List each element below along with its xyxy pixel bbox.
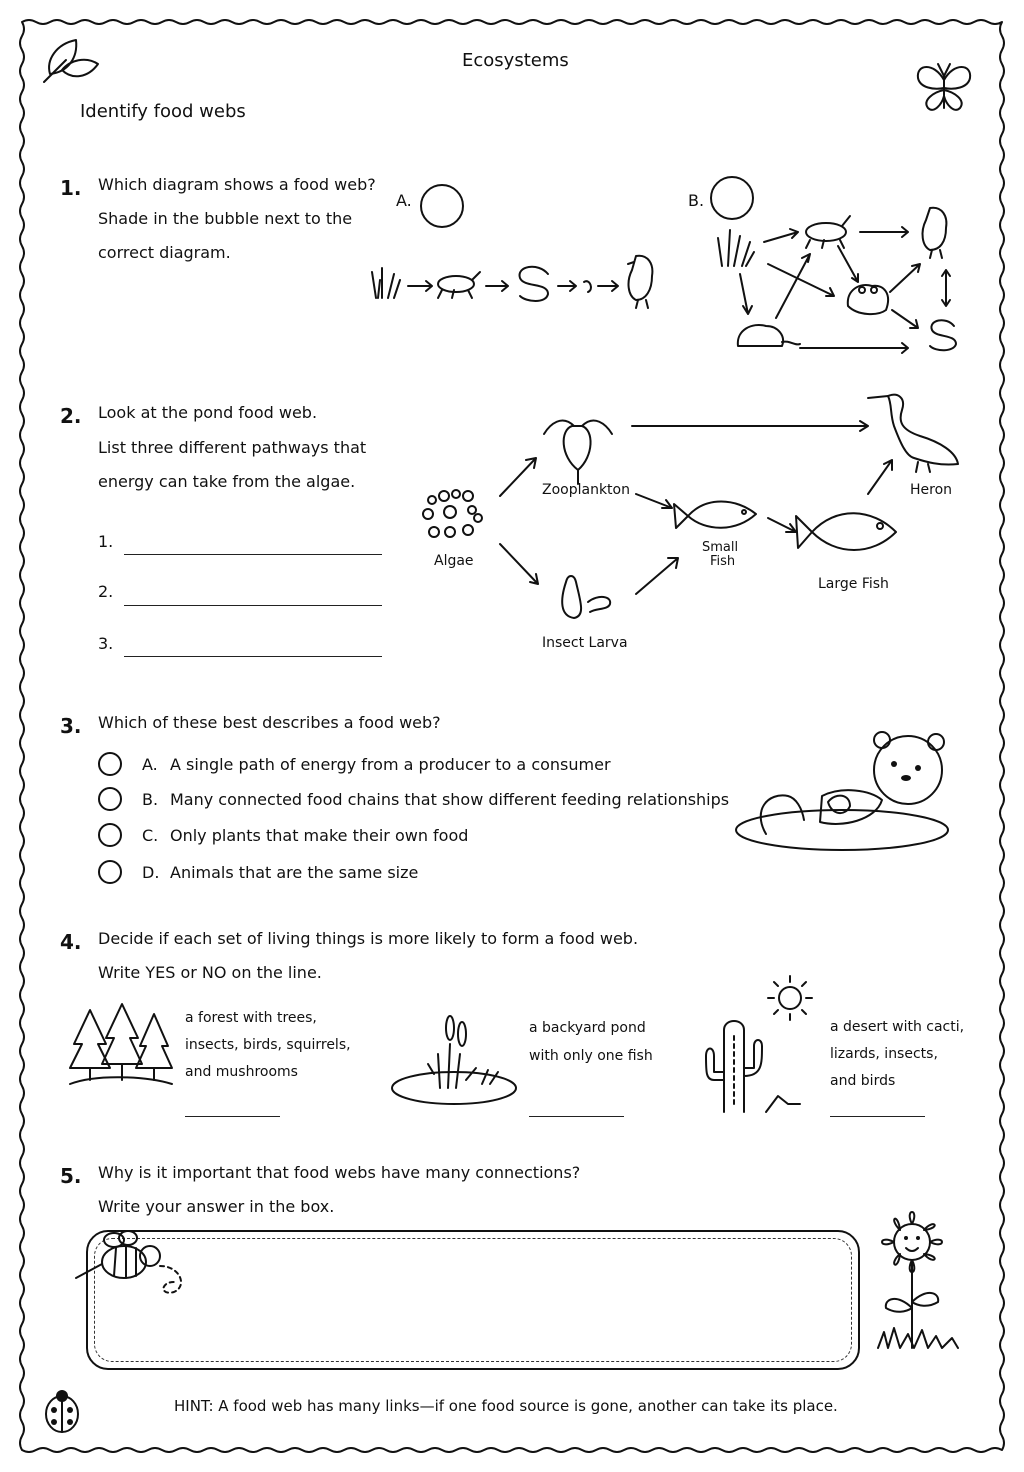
q4-item-forest-text: and mushrooms xyxy=(185,1064,298,1080)
small-fish-label: Fish xyxy=(710,554,736,569)
tree-icon xyxy=(66,1004,176,1094)
zooplankton-icon xyxy=(544,421,612,484)
bird-icon xyxy=(923,208,947,258)
heron-icon xyxy=(868,395,958,472)
pond-icon xyxy=(390,1014,520,1109)
q1-text: correct diagram. xyxy=(98,243,231,262)
q4-number: 4. xyxy=(60,930,82,954)
cactus-icon xyxy=(704,1016,804,1116)
q3-option-text: Only plants that make their own food xyxy=(170,826,469,845)
larva-icon xyxy=(562,576,610,618)
q1-text: Which diagram shows a food web? xyxy=(98,175,376,194)
q3-option-letter: C. xyxy=(142,826,159,845)
q4-item-desert-text: and birds xyxy=(830,1073,896,1089)
q3-option-bubble[interactable] xyxy=(98,860,122,884)
q3-option-bubble[interactable] xyxy=(98,752,122,776)
q1-text: Shade in the bubble next to the xyxy=(98,209,353,228)
q4-item-desert-text: a desert with cacti, xyxy=(830,1019,965,1035)
leaf-icon xyxy=(36,30,106,90)
mouse-icon xyxy=(738,325,800,346)
pond-food-web-diagram xyxy=(410,386,970,646)
q1-option-a-label: A. xyxy=(396,191,412,210)
q2-answer-line-1[interactable] xyxy=(124,554,382,555)
q3-number: 3. xyxy=(60,714,82,738)
q3-option-letter: B. xyxy=(142,790,159,809)
page-subtitle: Identify food webs xyxy=(80,101,246,122)
grass-icon xyxy=(372,268,400,298)
q5-text: Why is it important that food webs have many connections? xyxy=(98,1163,581,1182)
page-title: Ecosystems xyxy=(462,50,569,71)
q2-text: List three different pathways that xyxy=(98,438,367,457)
q3-option-bubble[interactable] xyxy=(98,787,122,811)
q4-item-pond-text: with only one fish xyxy=(529,1048,653,1064)
q1-option-a-bubble[interactable] xyxy=(420,184,464,228)
q4-text: Write YES or NO on the line. xyxy=(98,963,322,982)
q3-option-letter: D. xyxy=(142,863,160,882)
q5-number: 5. xyxy=(60,1164,82,1188)
q3-prompt: Which of these best describes a food web? xyxy=(98,713,441,732)
zooplankton-label: Zooplankton xyxy=(542,482,630,498)
q2-text: Look at the pond food web. xyxy=(98,403,318,422)
q2-answer-line-2[interactable] xyxy=(124,605,382,606)
q4-answer-line-desert[interactable] xyxy=(830,1116,925,1117)
q4-item-desert-text: lizards, insects, xyxy=(830,1046,938,1062)
flower-icon xyxy=(868,1198,968,1368)
worm-icon xyxy=(520,267,548,301)
fish-icon xyxy=(674,502,756,529)
bee-icon xyxy=(70,1226,200,1306)
food-web-diagram-b xyxy=(716,206,976,356)
butterfly-icon xyxy=(910,56,980,126)
otter-icon xyxy=(732,730,962,860)
algae-icon xyxy=(423,490,482,537)
q4-answer-line-forest[interactable] xyxy=(185,1116,280,1117)
q5-text: Write your answer in the box. xyxy=(98,1197,335,1216)
q2-answer-number: 2. xyxy=(98,582,114,601)
worm-icon xyxy=(930,320,956,350)
beetle-icon xyxy=(438,272,480,298)
hint-text: HINT: A food web has many links—if one food source is gone, another can take its place. xyxy=(174,1397,838,1415)
large-fish-label: Large Fish xyxy=(818,576,889,592)
q1-number: 1. xyxy=(60,176,82,200)
q3-option-bubble[interactable] xyxy=(98,823,122,847)
q3-option-text: A single path of energy from a producer to a consumer xyxy=(170,755,611,774)
q3-option-text: Animals that are the same size xyxy=(170,863,419,882)
q2-answer-number: 3. xyxy=(98,634,114,653)
grass-icon xyxy=(718,230,754,266)
frog-icon xyxy=(848,285,888,314)
q2-answer-number: 1. xyxy=(98,532,114,551)
heron-label: Heron xyxy=(910,482,953,498)
bird-icon xyxy=(628,256,652,308)
q1-option-b-label: B. xyxy=(688,191,705,210)
insect-larva-label: Insect Larva xyxy=(542,635,628,651)
q3-option-text: Many connected food chains that show different feeding relationships xyxy=(170,790,730,809)
fish-icon xyxy=(796,513,896,550)
q4-item-pond-text: a backyard pond xyxy=(529,1020,646,1036)
beetle-icon xyxy=(806,216,850,248)
q5-answer-box[interactable] xyxy=(86,1230,860,1370)
q2-text: energy can take from the algae. xyxy=(98,472,356,491)
q2-number: 2. xyxy=(60,404,82,428)
q4-answer-line-pond[interactable] xyxy=(529,1116,624,1117)
small-fish-label: Small xyxy=(702,540,739,555)
ladybug-icon xyxy=(38,1386,88,1436)
food-chain-diagram xyxy=(370,252,670,312)
algae-label: Algae xyxy=(434,553,474,569)
q4-text: Decide if each set of living things is more likely to form a food web. xyxy=(98,929,639,948)
q4-item-forest-text: insects, birds, squirrels, xyxy=(185,1037,351,1053)
q4-item-forest-text: a forest with trees, xyxy=(185,1010,317,1026)
q3-option-letter: A. xyxy=(142,755,158,774)
q2-answer-line-3[interactable] xyxy=(124,656,382,657)
